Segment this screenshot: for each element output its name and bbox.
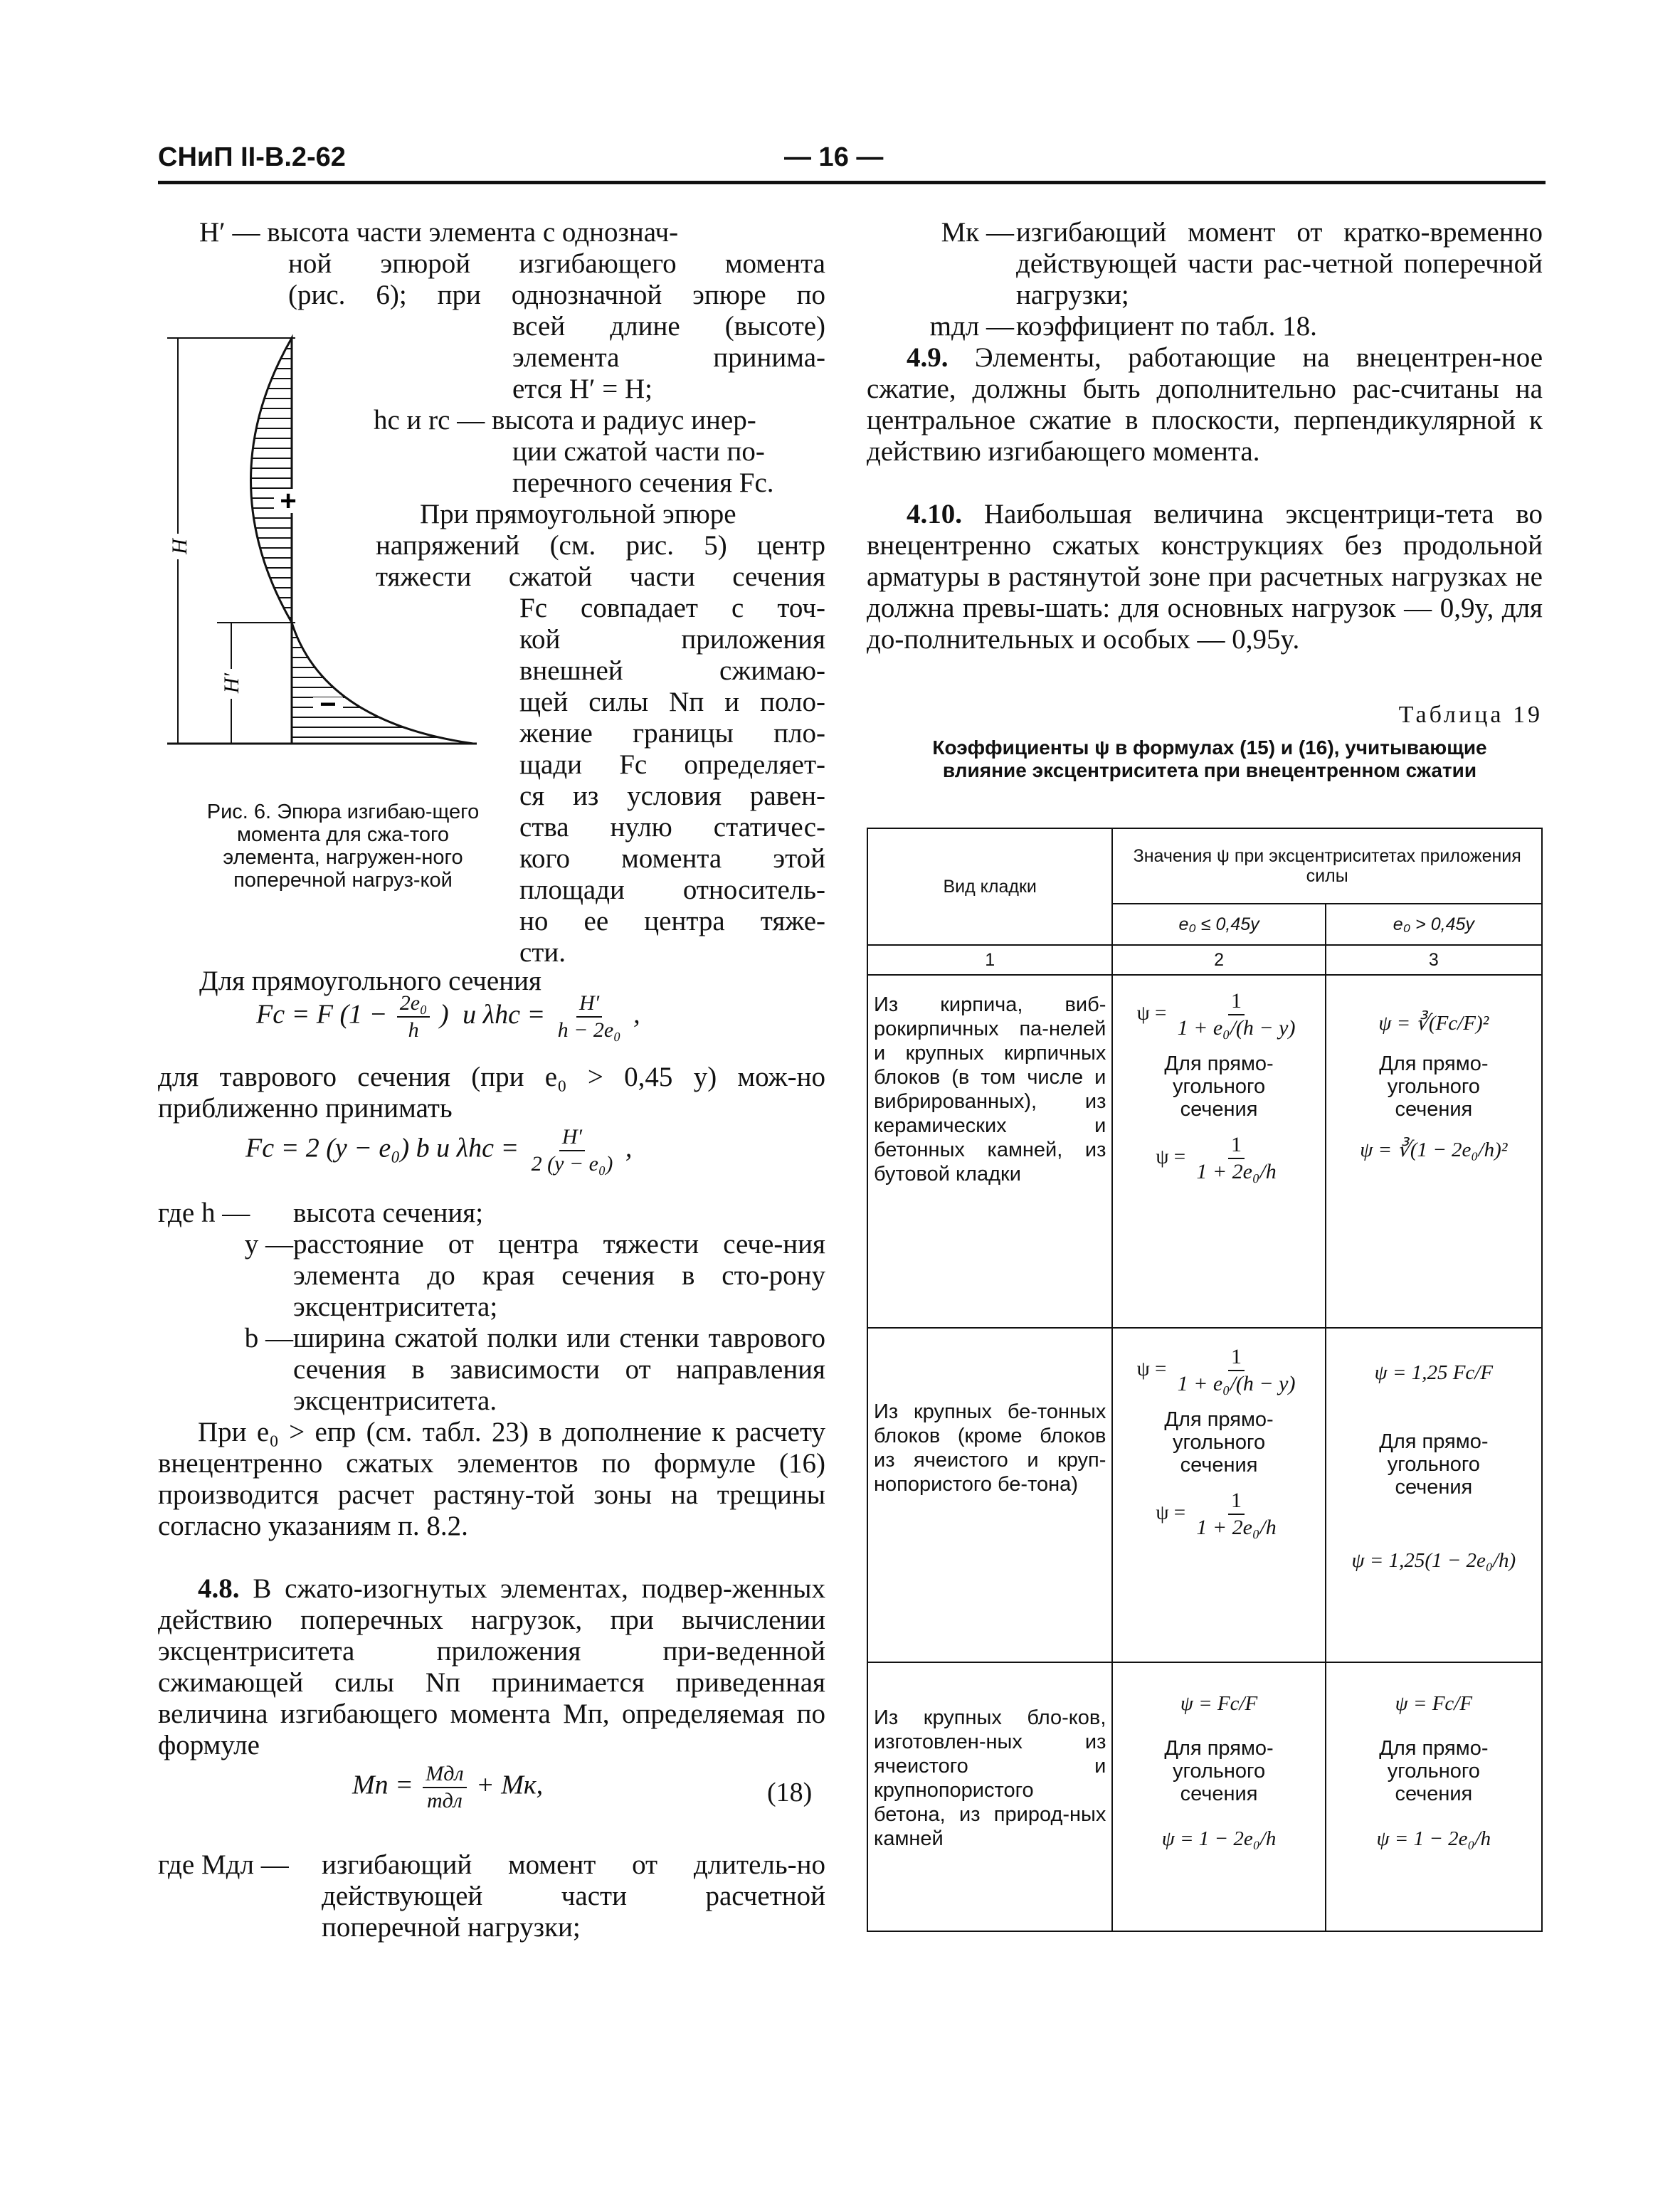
formula-18 [352, 1761, 543, 1814]
rect-formula-paren-open: (1 − [339, 999, 388, 1030]
tee-frac-den: 2 (y − e₀) [531, 1152, 613, 1176]
row1-c3-f1: ψ = ∛(Fс/F)² [1378, 1012, 1489, 1035]
row1-kind-text: Из кирпича, виб-рокирпичных па-нелей и крупных кирпичных блоков (в том числе и вибрированных), из керамических и бетонных камней, из бутовой кладки [874, 993, 1106, 1186]
hprime-line-19: ства нулю статичес- [519, 812, 825, 843]
row2-c3-note: Для прямо-угольного сечения [1379, 1430, 1489, 1499]
hprime-line-10: напряжений (см. рис. 5) центр [376, 530, 825, 561]
row2-c2-f1-den: 1 + e₀/(h − y) [1177, 1372, 1296, 1395]
hprime-line-4: элемента принима- [512, 342, 825, 373]
row1-col2 [1112, 975, 1325, 1328]
hprime-line-14: внешней сжимаю- [519, 655, 825, 686]
row1-c2-note: Для прямо-угольного сечения [1164, 1052, 1274, 1121]
rect-lambda-num: H′ [576, 991, 602, 1018]
row2-c2-f2: ψ = $\frac{1}{\text{1 + 2e₀/h}}$ [1119, 1488, 1319, 1541]
row3-kind [867, 1662, 1112, 1931]
rect-formula-paren-close: ) [439, 999, 449, 1030]
mk-text: изгибающий момент от кратко-временно действующей части рас-четной поперечной нагрузки; [1016, 217, 1543, 310]
row2-c2-f1-num: 1 [1228, 1344, 1245, 1371]
hprime-line-0: H′ — высота части элемента с однознач- [199, 217, 679, 248]
rect-formula-and: и λhс = [463, 999, 546, 1030]
para-4-9-number: 4.9. [907, 342, 949, 373]
rect-frac [397, 991, 430, 1043]
para-4-9 [867, 342, 1543, 468]
hprime-line-21: площади относитель- [519, 875, 825, 905]
doc-code: СНиП II-В.2-62 [158, 142, 346, 172]
row3-c3-f1: ψ = Fс/F [1395, 1692, 1473, 1715]
hprime-line-22: но ее центра тяже- [519, 906, 825, 936]
row3-c2-f2: ψ = 1 − 2e₀/h [1161, 1827, 1277, 1850]
para-4-8-number: 4.8. [198, 1573, 240, 1604]
f18-num: Mдл [423, 1761, 466, 1788]
mdl2-text: коэффициент по табл. 18. [1016, 311, 1317, 342]
hprime-line-16: жение границы пло- [519, 718, 825, 749]
row1-c2-f2-den: 1 + 2e₀/h [1196, 1160, 1277, 1183]
rect-frac-num: 2e₀ [397, 991, 430, 1018]
hprime-line-13: кой приложения [519, 624, 825, 655]
rect-frac-den: h [408, 1018, 419, 1042]
f18-lhs: Mп = [352, 1770, 413, 1800]
table-title: Коэффициенты ψ в формулах (15) и (16), учитывающие влияние эксцентриситета при внецентренном сжатии [932, 736, 1487, 781]
row1-c2-f1: ψ = $\frac{1}{\text{1 + e₀/(h − y)}}$ [1119, 988, 1319, 1041]
para-4-10 [867, 499, 1543, 655]
th-small-ecc: e₀ ≤ 0,45y [1112, 904, 1325, 945]
table-row [867, 1662, 1542, 1931]
col-num-1: 1 [867, 945, 1112, 975]
para-epr: При e₀ > eпр (см. табл. 23) в дополнение к расчету внецентренно сжатых элементов по формуле (16) производится расчет растяну-той зоны на трещины согласно указаниям п. 8.2. [158, 1417, 825, 1541]
para-4-9-text: Элементы, работающие на внецентрен-ное сжатие, должны быть дополнительно рас-считаны на центральное сжатие в плоскости, перпендикулярной к действию изгибающего момента. [867, 342, 1543, 467]
hprime-line-2: (рис. 6); при однозначной эпюре по [288, 280, 825, 310]
hprime-line-11: тяжести сжатой части сечения [376, 561, 825, 592]
label-hprime: H′ [220, 672, 243, 694]
tee-formula-lhs: Fс = 2 (y − e₀) b и λhс = [245, 1133, 519, 1163]
hprime-line-8: перечного сечения Fс. [512, 468, 774, 498]
hprime-line-1: ной эпюрой изгибающего момента [288, 248, 825, 279]
row3-c3-note: Для прямо-угольного сечения [1379, 1737, 1489, 1805]
table-label: Таблица 19 [1398, 702, 1543, 728]
f18-frac [423, 1761, 466, 1814]
where-h-text: высота сечения; [293, 1198, 484, 1228]
row3-col2 [1112, 1662, 1325, 1931]
para-4-10-number: 4.10. [907, 499, 962, 529]
table-number-row [867, 945, 1542, 975]
row1-c2-f2-num: 1 [1228, 1132, 1245, 1159]
page-number: — 16 — [784, 142, 884, 172]
row3-kind-text: Из крупных бло-ков, изготовлен-ных из ячеистого и крупнопористого бетона, из природ-ных камней [874, 1706, 1106, 1850]
row2-col2 [1112, 1328, 1325, 1662]
table-row [867, 975, 1542, 1328]
mk-sym: Mк — [941, 217, 1014, 248]
row3-c3-f2: ψ = 1 − 2e₀/h [1376, 1827, 1491, 1850]
hprime-line-3: всей длине (высоте) [512, 311, 825, 342]
f18-den: mдл [426, 1789, 463, 1812]
hprime-line-17: щади Fс определяет- [519, 749, 825, 780]
th-values: Значения ψ при эксцентриситетах приложения силы [1112, 828, 1542, 904]
where-y-sym: y — [244, 1229, 293, 1260]
th-large-ecc: e₀ > 0,45y [1326, 904, 1542, 945]
mdl2-sym: mдл — [929, 311, 1014, 342]
row2-c3-f1: ψ = 1,25 Fс/F [1374, 1361, 1494, 1384]
hprime-line-5: ется H′ = H; [512, 374, 653, 404]
where-b-text: ширина сжатой полки или стенки таврового сечения в зависимости от направления эксцентриситета. [293, 1323, 825, 1416]
row1-kind [867, 975, 1112, 1328]
col-num-2: 2 [1112, 945, 1325, 975]
rect-intro: Для прямоугольного сечения [199, 966, 541, 996]
rect-formula-lhs: Fс = F [256, 999, 333, 1030]
rect-lambda-den: h − 2e₀ [557, 1018, 621, 1042]
row1-c2-f2: ψ = $\frac{1}{\text{1 + 2e₀/h}}$ [1119, 1132, 1319, 1185]
plus-sign: + [280, 485, 297, 517]
hprime-line-7: ции сжатой части по- [512, 436, 765, 467]
row1-col3 [1326, 975, 1542, 1328]
row2-c2-f2-den: 1 + 2e₀/h [1196, 1516, 1277, 1539]
table-row [867, 1328, 1542, 1662]
para-4-8 [158, 1573, 825, 1761]
label-h: H [168, 539, 191, 554]
hprime-line-23: сти. [519, 937, 566, 968]
figure-caption: Рис. 6. Эпюра изгибаю-щего момента для сжа-того элемента, нагружен-ного поперечной нагруз-кой [206, 801, 480, 892]
row2-c2-f2-num: 1 [1228, 1488, 1245, 1515]
hprime-line-15: щей силы Nп и поло- [519, 687, 825, 717]
th-kind: Вид кладки [867, 828, 1112, 945]
mdl-text: изгибающий момент от длитель-но действующей части расчетной поперечной нагрузки; [322, 1849, 825, 1943]
row2-kind [867, 1328, 1112, 1662]
where-b-sym: b — [244, 1323, 293, 1353]
hprime-line-18: ся из условия равен- [519, 781, 825, 811]
page-header [158, 142, 1546, 184]
row2-c2-f1: ψ = $\frac{1}{\text{1 + e₀/(h − y)}}$ [1119, 1344, 1319, 1397]
row2-c2-note: Для прямо-угольного сечения [1164, 1408, 1274, 1477]
row1-c3-note: Для прямо-угольного сечения [1379, 1052, 1489, 1121]
hprime-line-12: Fс совпадает с точ- [519, 593, 825, 623]
row3-col3 [1326, 1662, 1542, 1931]
tee-formula-tail: , [625, 1133, 633, 1163]
formula-18-number: (18) [767, 1778, 813, 1807]
hprime-line-9: При прямоугольной эпюре [420, 499, 736, 529]
row1-c2-f1-num: 1 [1228, 988, 1245, 1015]
f18-tail: + Mк, [476, 1770, 544, 1800]
moment-diagram-figure [153, 324, 487, 772]
row2-kind-text: Из крупных бе-тонных блоков (кроме блоков из ячеистого и круп-нопористого бе-тона) [874, 1400, 1106, 1496]
hprime-line-6: hс и rс — высота и радиус инер- [374, 405, 756, 435]
row3-c2-note: Для прямо-угольного сечения [1164, 1737, 1274, 1805]
col-num-3: 3 [1326, 945, 1542, 975]
rect-formula [256, 991, 640, 1043]
tee-intro: для таврового сечения (при e₀ > 0,45 y) мож-но приближенно принимать [158, 1062, 825, 1124]
minus-sign: − [319, 689, 337, 720]
row1-c2-f1-den: 1 + e₀/(h − y) [1177, 1016, 1296, 1040]
table-header-row [867, 828, 1542, 904]
rect-formula-tail: , [633, 999, 640, 1030]
row3-c2-f1: ψ = Fс/F [1180, 1692, 1258, 1715]
tee-formula [245, 1124, 632, 1177]
tee-frac-num: H′ [559, 1124, 585, 1151]
tee-frac [529, 1124, 616, 1177]
where-h-sym: где h — [158, 1198, 250, 1228]
row2-col3 [1326, 1328, 1542, 1662]
rect-lambda-frac [555, 991, 624, 1043]
table-19 [867, 828, 1543, 1932]
para-4-10-text: Наибольшая величина эксцентрици-тета во внецентренно сжатых конструкциях без продольной арматуры в растянутой зоне при расчетных нагрузках не должна превы-шать: для основных нагрузок — 0,9y, для до-полнительных и особых — 0,95y. [867, 499, 1543, 655]
row1-c3-f2: ψ = ∛(1 − 2e₀/h)² [1360, 1139, 1508, 1161]
row2-c3-f2: ψ = 1,25(1 − 2e₀/h) [1351, 1549, 1516, 1572]
mdl-sym: где Mдл — [158, 1849, 289, 1880]
hprime-line-20: кого момента этой [519, 843, 825, 874]
where-y-text: расстояние от центра тяжести сече-ния элемента до края сечения в сто-рону эксцентриситета; [293, 1229, 825, 1322]
para-4-8-text: В сжато-изогнутых элементах, подвер-женных действию поперечных нагрузок, при вычислении эксцентриситета приложения при-веденной сжимающей силы Nп принимается приведенная величина изгибающего момента Mп, определяемая по формуле [158, 1573, 825, 1760]
